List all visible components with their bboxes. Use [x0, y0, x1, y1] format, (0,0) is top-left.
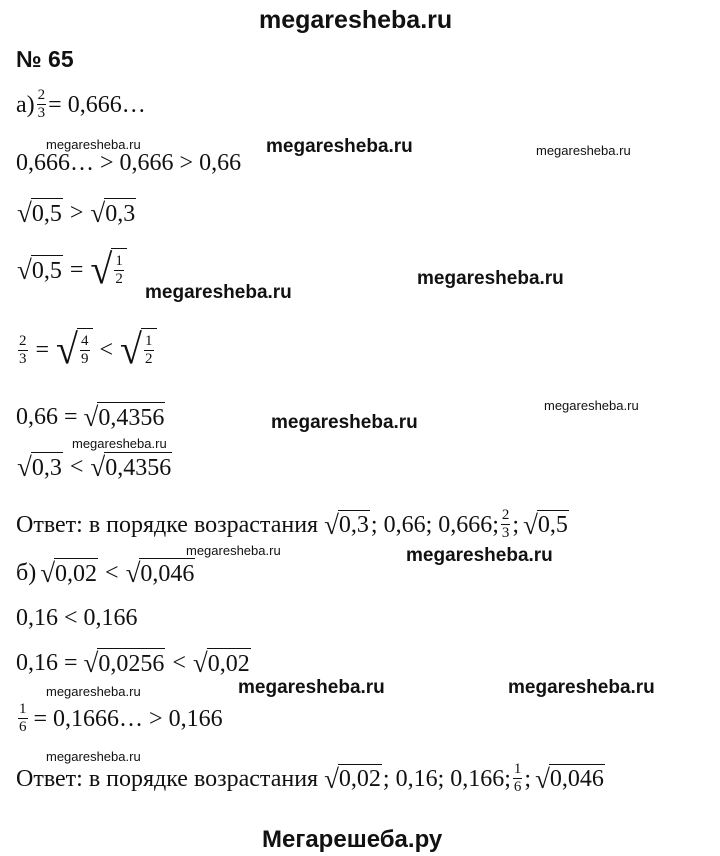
sqrt: √ 0,02: [40, 558, 98, 588]
part-b-answer: Ответ: в порядке возрастания √ 0,02 ; 0,16; 0,166; $\frac{1}{6}$ ; √ 0,046: [16, 761, 604, 795]
part-b-line-2: 0,16 < 0,166: [16, 605, 138, 631]
watermark: megaresheba.ru: [417, 268, 564, 289]
site-footer: Мегарешеба.ру: [262, 826, 443, 853]
fraction: $\frac{1}{6}$: [513, 761, 522, 795]
sqrt: √ 0,4356: [90, 452, 172, 482]
site-header: megaresheba.ru: [259, 6, 453, 34]
sqrt: √ 0,5: [523, 509, 568, 540]
part-a-line-3: √ 0,5 > √ 0,3: [17, 198, 136, 228]
part-a-line-6: 0,66 = √ 0,4356: [16, 402, 165, 432]
sqrt-fraction: √ $\frac{1}{2}$: [90, 248, 126, 292]
part-a-line-4: √ 0,5 = √ $\frac{1}{2}$: [16, 248, 128, 292]
fraction: $\frac{2}{3}$: [37, 87, 46, 121]
watermark: megaresheba.ru: [508, 677, 655, 698]
watermark: megaresheba.ru: [186, 543, 281, 558]
fraction: $\frac{2}{3}$: [501, 507, 510, 541]
sqrt: √ 0,046: [535, 763, 604, 794]
watermark: megaresheba.ru: [406, 545, 553, 566]
watermark: megaresheba.ru: [271, 412, 418, 433]
part-a-answer: Ответ: в порядке возрастания √ 0,3 ; 0,66; 0,666; $\frac{2}{3}$ ; √ 0,5: [16, 507, 568, 541]
watermark: megaresheba.ru: [46, 137, 141, 152]
sqrt: √ 0,5: [17, 198, 62, 228]
fraction: $\frac{1}{6}$: [19, 701, 27, 735]
watermark: megaresheba.ru: [238, 677, 385, 698]
part-b-label: б): [16, 560, 37, 586]
sqrt: √ 0,0256: [83, 648, 165, 678]
watermark: megaresheba.ru: [72, 436, 167, 451]
problem-number: № 65: [16, 46, 74, 72]
sqrt-fraction: √ $\frac{1}{2}$: [120, 328, 156, 372]
part-b-line-4: $\frac{1}{6}$ = 0,1666… > 0,166: [19, 701, 223, 735]
sqrt: √ 0,3: [17, 452, 62, 482]
part-a-line-5: $\frac{2}{3}$ = √ $\frac{4}{9}$ < √ $\frac{1}{2}$: [16, 328, 158, 372]
sqrt: √ 0,3: [324, 509, 369, 540]
part-a-line-1: [16, 88, 146, 121]
part-a-line-7: √ 0,3 < √ 0,4356: [17, 452, 172, 482]
part-b-line-1: б) √ 0,02 < √ 0,046: [16, 558, 195, 588]
fraction: $\frac{2}{3}$: [19, 332, 27, 367]
sqrt-fraction: √ $\frac{4}{9}$: [56, 328, 92, 372]
watermark: megaresheba.ru: [46, 684, 141, 699]
sqrt: √ 0,046: [125, 558, 195, 588]
watermark: megaresheba.ru: [46, 749, 141, 764]
sqrt: √ 0,02: [324, 763, 381, 794]
sqrt: √ 0,3: [90, 198, 136, 228]
part-a-line-2: 0,666… > 0,666 > 0,66: [16, 150, 242, 176]
watermark: megaresheba.ru: [544, 398, 639, 413]
watermark: megaresheba.ru: [145, 282, 292, 303]
part-b-line-3: 0,16 = √ 0,0256 < √ 0,02: [16, 648, 250, 678]
watermark: megaresheba.ru: [266, 136, 413, 157]
watermark: megaresheba.ru: [536, 143, 631, 158]
expression: = 0,666…: [48, 91, 146, 118]
sqrt: √ 0,4356: [83, 402, 165, 432]
part-a-label: а): [16, 91, 35, 118]
sqrt: √ 0,5: [17, 255, 62, 285]
sqrt: √ 0,02: [192, 648, 250, 678]
